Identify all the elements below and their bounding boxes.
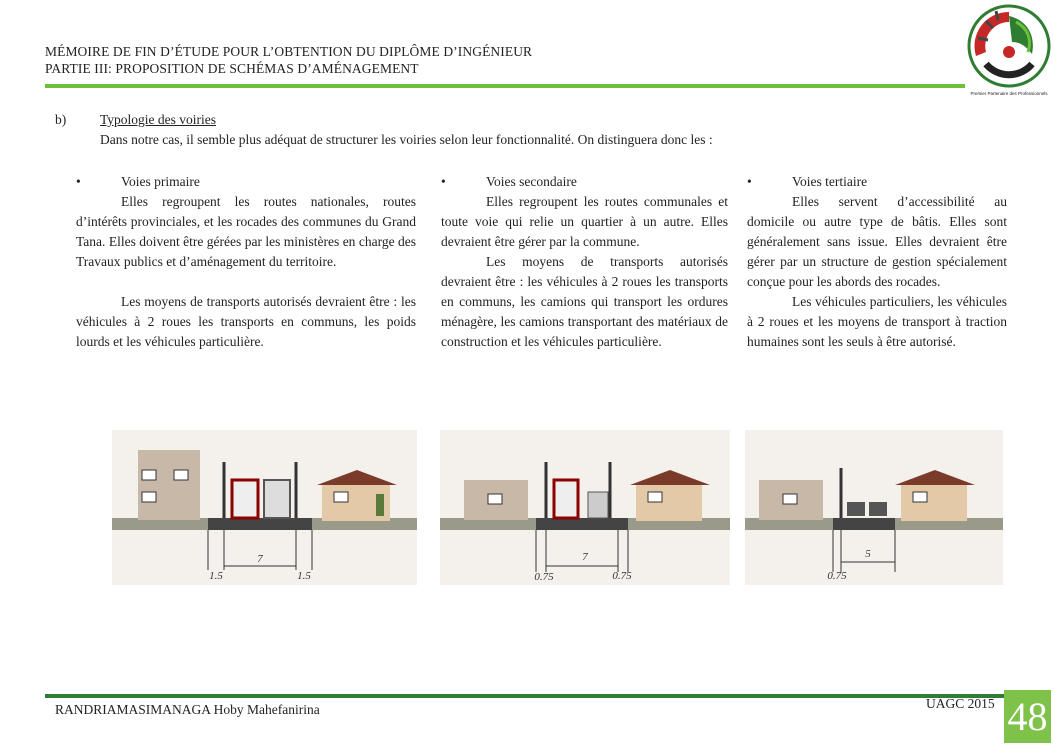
paragraph: Les moyens de transports autorisés devraient être : les véhicules à 2 roues les transports en communs, les camions qui transport les ordures ménagère, les camions transportant des matériaux de construction et les véhicules particulière. [441,254,728,349]
footer-divider [45,694,1005,698]
column-primary [76,172,416,352]
paragraph: Les moyens de transports autorisés devraient être : les véhicules à 2 roues les transports en communs, les poids lourds et les véhicules particulière. [76,294,416,349]
column-secondary [441,172,728,352]
sidewalk-width-label: 0.75 [827,570,847,582]
sidewalk-width-label: 0.75 [612,570,632,582]
author-name: RANDRIAMASIMANAGA Hoby Mahefanirina [55,702,320,717]
paragraph: Les véhicules particuliers, les véhicules à 2 roues et les moyens de transport à traction humaines sont les seuls à être autorisé. [747,294,1007,349]
bullet-heading [747,172,1007,192]
section-title: Typologie des voiries [100,112,217,127]
bullet-heading [76,172,416,192]
header-line-1: MÉMOIRE DE FIN D’ÉTUDE POUR L’OBTENTION DU DIPLÔME D’INGÉNIEUR [45,44,533,59]
tertiary-road-section-illustration [745,430,1003,585]
sidewalk-width-label: 1.5 [297,570,311,582]
header-divider [45,84,965,88]
bullet-dot: • [76,174,81,189]
bullet-heading [441,172,728,192]
column-heading: Voies primaire [121,174,200,189]
page-header [45,43,532,77]
logo-tagline: Premier Partenaire des Professionnels [970,91,1048,96]
section-label: b) [55,112,67,127]
primary-road-section-illustration [112,430,417,585]
secondary-road-section-illustration [440,430,730,585]
road-width-label: 7 [582,551,588,563]
paragraph: Elles regroupent les routes communales et toute voie qui relie un quartier à un autre. Elles devraient être gérer par la commune. [441,194,728,249]
header-line-2: PARTIE III: PROPOSITION DE SCHÉMAS D’AMÉNAGEMENT [45,61,419,76]
school-logo [966,2,1052,98]
road-width-label: 5 [865,548,871,560]
paragraph: Elles regroupent les routes nationales, routes d’intérêts provinciales, et les rocades des communes du Grand Tana. Elles doivent être gérées par les ministères en charge des Travaux publics et d’aménagement du territoire. [76,194,416,269]
column-heading: Voies secondaire [486,174,577,189]
sidewalk-width-label: 0.75 [534,571,554,583]
section-intro: Dans notre cas, il semble plus adéquat de structurer les voiries selon leur fonctionnalité. On distinguera donc les : [100,132,713,147]
road-width-label: 7 [257,553,263,565]
bullet-dot: • [747,174,752,189]
paragraph: Elles servent d’accessibilité au domicile ou autre type de bâtis. Elles sont généralement sans issue. Elles devraient être gérer par un structure de gestion spécialement conçue pour les abords des rocades. [747,194,1007,289]
school-year: UAGC 2015 [926,696,995,711]
sidewalk-width-label: 1.5 [209,570,223,582]
column-tertiary [747,172,1007,352]
column-heading: Voies tertiaire [792,174,868,189]
page-number: 48 [1004,690,1051,743]
bullet-dot: • [441,174,446,189]
